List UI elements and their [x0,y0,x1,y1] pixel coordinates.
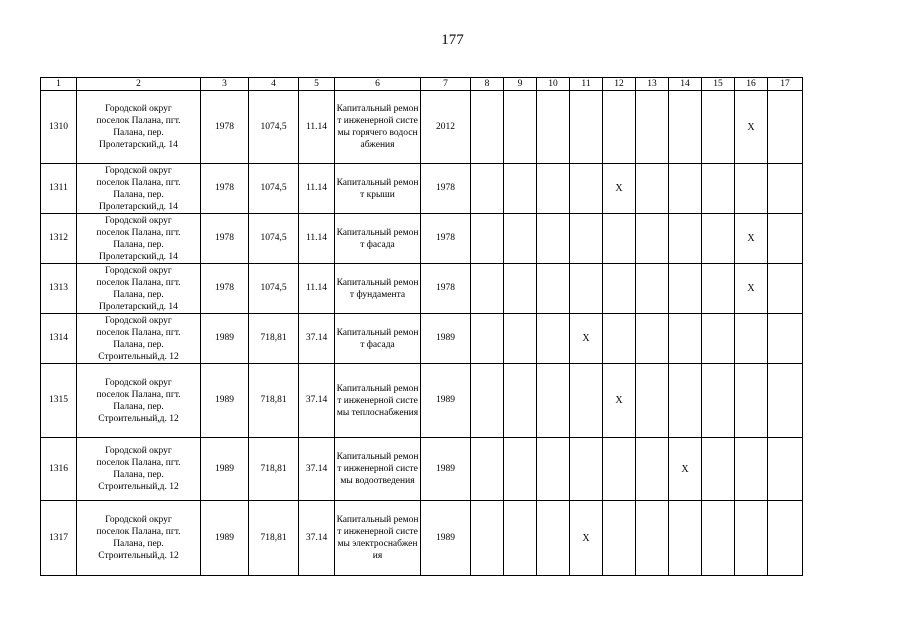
table-body [41,91,803,576]
plan-year-cell: 1978 [421,264,471,314]
row-number-cell: 1315 [41,364,77,438]
mark-cell: X [603,364,636,438]
year-cell: 1978 [201,264,249,314]
address-line: поселок Палана, пгт. [96,389,181,400]
empty-cell [471,91,504,164]
empty-cell [471,264,504,314]
address-line: Палана, пер. [113,470,164,480]
repair-schedule-table [40,77,803,576]
empty-cell [603,501,636,576]
mark-cell: X [669,438,702,501]
empty-cell [636,314,669,364]
table-row [41,164,803,214]
empty-cell [603,214,636,264]
column-header: 7 [421,78,471,91]
empty-cell [768,501,803,576]
year-cell: 1978 [201,164,249,214]
mark-cell: X [735,91,768,164]
column-header: 3 [201,78,249,91]
code-cell: 37.14 [299,314,335,364]
code-cell: 37.14 [299,438,335,501]
empty-cell [636,438,669,501]
address-line: поселок Палана, пгт. [96,227,181,238]
address-cell [77,314,201,364]
empty-cell [570,91,603,164]
work-type-cell: Капитальный ремонт инженерной системы теплоснабжения [335,364,421,438]
year-cell: 1978 [201,91,249,164]
empty-cell [735,314,768,364]
plan-year-cell: 1989 [421,501,471,576]
empty-cell [702,264,735,314]
address-line: Городской округ [105,377,172,388]
table-row [41,314,803,364]
address-cell [77,364,201,438]
empty-cell [537,314,570,364]
empty-cell [669,314,702,364]
address-line: Палана, пер. [113,128,164,138]
year-cell: 1989 [201,501,249,576]
empty-cell [570,364,603,438]
empty-cell [636,214,669,264]
code-cell: 11.14 [299,164,335,214]
empty-cell [504,314,537,364]
empty-cell [471,438,504,501]
address-cell [77,501,201,576]
mark-cell: X [570,501,603,576]
row-number-cell: 1313 [41,264,77,314]
row-number-cell: 1312 [41,214,77,264]
column-header: 5 [299,78,335,91]
empty-cell [768,438,803,501]
empty-cell [768,314,803,364]
work-type-cell: Капитальный ремонт фасада [335,314,421,364]
empty-cell [471,164,504,214]
plan-year-cell: 1989 [421,364,471,438]
address-line: Городской округ [105,265,172,276]
empty-cell [636,501,669,576]
work-type-cell: Капитальный ремонт фундамента [335,264,421,314]
empty-cell [504,438,537,501]
address-line: поселок Палана, пгт. [96,327,181,338]
empty-cell [504,364,537,438]
empty-cell [603,438,636,501]
area-cell: 1074,5 [249,91,299,164]
empty-cell [768,164,803,214]
empty-cell [669,164,702,214]
area-cell: 718,81 [249,501,299,576]
empty-cell [768,264,803,314]
address-line: поселок Палана, пгт. [96,527,181,537]
area-cell: 718,81 [249,438,299,501]
address-line: Палана, пер. [113,339,164,350]
column-header: 14 [669,78,702,91]
column-header: 10 [537,78,570,91]
empty-cell [537,214,570,264]
plan-year-cell: 1978 [421,214,471,264]
column-header: 17 [768,78,803,91]
year-cell: 1989 [201,364,249,438]
address-line: Строительный,д. 12 [98,551,179,561]
empty-cell [702,438,735,501]
column-header: 2 [77,78,201,91]
row-number-cell: 1311 [41,164,77,214]
area-cell: 1074,5 [249,164,299,214]
address-line: Городской округ [105,215,172,226]
mark-cell: X [735,264,768,314]
empty-cell [504,501,537,576]
empty-cell [471,314,504,364]
empty-cell [636,264,669,314]
column-header: 8 [471,78,504,91]
empty-cell [603,264,636,314]
work-type-cell: Капитальный ремонт крыши [335,164,421,214]
address-line: Пролетарский,д. 14 [99,140,178,150]
area-cell: 1074,5 [249,214,299,264]
table-row [41,364,803,438]
column-header: 15 [702,78,735,91]
empty-cell [735,364,768,438]
address-line: Городской округ [105,315,172,326]
empty-cell [702,364,735,438]
address-line: Палана, пер. [113,189,164,200]
year-cell: 1989 [201,314,249,364]
empty-cell [570,214,603,264]
area-cell: 1074,5 [249,264,299,314]
address-line: Строительный,д. 12 [98,413,179,424]
column-header: 13 [636,78,669,91]
address-cell [77,264,201,314]
empty-cell [669,91,702,164]
address-line: Городской округ [105,515,172,525]
column-header: 6 [335,78,421,91]
address-line: Строительный,д. 12 [98,351,179,362]
mark-cell: X [570,314,603,364]
address-line: Палана, пер. [113,239,164,250]
plan-year-cell: 1989 [421,314,471,364]
empty-cell [669,264,702,314]
empty-cell [702,501,735,576]
empty-cell [570,264,603,314]
row-number-cell: 1314 [41,314,77,364]
empty-cell [768,214,803,264]
empty-cell [504,164,537,214]
empty-cell [570,164,603,214]
area-cell: 718,81 [249,314,299,364]
empty-cell [537,164,570,214]
column-header: 12 [603,78,636,91]
address-line: Городской округ [105,165,172,176]
code-cell: 37.14 [299,501,335,576]
work-type-cell: Капитальный ремонт инженерной системы водоотведения [335,438,421,501]
address-line: поселок Палана, пгт. [96,277,181,288]
address-line: Городской округ [105,104,172,114]
address-cell [77,214,201,264]
empty-cell [669,214,702,264]
empty-cell [636,91,669,164]
address-line: Городской округ [105,446,172,456]
empty-cell [768,364,803,438]
code-cell: 37.14 [299,364,335,438]
code-cell: 11.14 [299,214,335,264]
column-header: 16 [735,78,768,91]
work-type-cell: Капитальный ремонт инженерной системы горячего водоснабжения [335,91,421,164]
table-row [41,214,803,264]
address-line: Палана, пер. [113,539,164,549]
address-line: Пролетарский,д. 14 [99,201,178,212]
empty-cell [537,438,570,501]
header-row [41,78,803,91]
empty-cell [471,214,504,264]
table-row [41,264,803,314]
code-cell: 11.14 [299,91,335,164]
empty-cell [669,364,702,438]
empty-cell [537,264,570,314]
empty-cell [702,214,735,264]
empty-cell [537,364,570,438]
empty-cell [603,314,636,364]
mark-cell: X [603,164,636,214]
empty-cell [735,438,768,501]
empty-cell [735,501,768,576]
plan-year-cell: 2012 [421,91,471,164]
empty-cell [504,91,537,164]
empty-cell [537,91,570,164]
table-row [41,438,803,501]
row-number-cell: 1310 [41,91,77,164]
year-cell: 1989 [201,438,249,501]
table-row [41,91,803,164]
page-number: 177 [441,32,464,48]
empty-cell [636,364,669,438]
plan-year-cell: 1989 [421,438,471,501]
row-number-cell: 1317 [41,501,77,576]
empty-cell [471,501,504,576]
area-cell: 718,81 [249,364,299,438]
empty-cell [735,164,768,214]
empty-cell [669,501,702,576]
row-number-cell: 1316 [41,438,77,501]
address-line: поселок Палана, пгт. [96,116,181,126]
empty-cell [603,91,636,164]
address-line: поселок Палана, пгт. [96,177,181,188]
code-cell: 11.14 [299,264,335,314]
column-header: 4 [249,78,299,91]
empty-cell [471,364,504,438]
empty-cell [768,91,803,164]
work-type-cell: Капитальный ремонт инженерной системы электроснабжения [335,501,421,576]
work-type-cell: Капитальный ремонт фасада [335,214,421,264]
address-line: Строительный,д. 12 [98,482,179,492]
empty-cell [504,264,537,314]
empty-cell [504,214,537,264]
address-cell [77,164,201,214]
empty-cell [636,164,669,214]
address-cell [77,91,201,164]
column-header: 9 [504,78,537,91]
address-line: Палана, пер. [113,401,164,412]
year-cell: 1978 [201,214,249,264]
plan-year-cell: 1978 [421,164,471,214]
mark-cell: X [735,214,768,264]
empty-cell [702,314,735,364]
column-header: 1 [41,78,77,91]
address-line: поселок Палана, пгт. [96,458,181,468]
table-row [41,501,803,576]
address-cell [77,438,201,501]
address-line: Палана, пер. [113,289,164,300]
empty-cell [702,91,735,164]
empty-cell [702,164,735,214]
address-line: Пролетарский,д. 14 [99,251,178,262]
column-header: 11 [570,78,603,91]
empty-cell [537,501,570,576]
empty-cell [570,438,603,501]
address-line: Пролетарский,д. 14 [99,301,178,312]
